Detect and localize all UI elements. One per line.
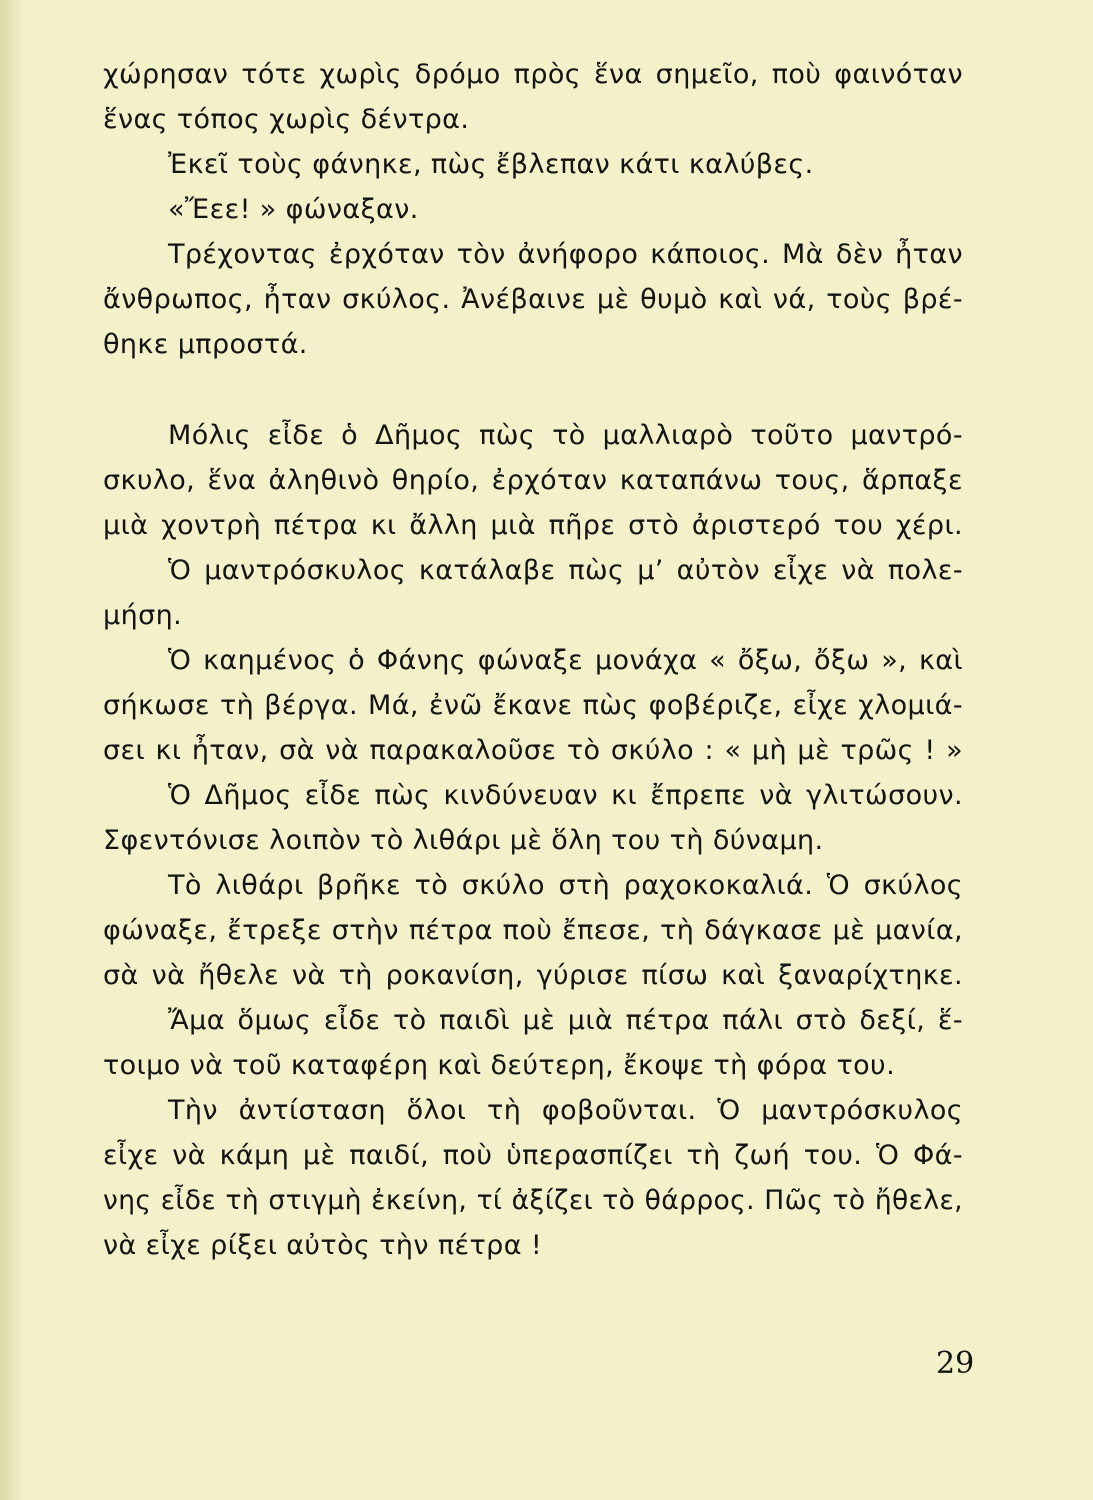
body-text (103, 52, 963, 1268)
text-line: σὰ νὰ ἤθελε νὰ τὴ ροκανίση, γύρισε πίσω καὶ ξαναρίχτηκε. (103, 960, 963, 991)
text-line: νης εἶδε τὴ στιγμὴ ἐκείνη, τί ἀξίζει τὸ θάρρος. Πῶς τὸ ἤθελε, (103, 1185, 963, 1216)
text-line: σει κι ἦταν, σὰ νὰ παρακαλοῦσε τὸ σκύλο : « μὴ μὲ τρῶς ! » (103, 735, 963, 766)
text-line: ἄνθρωπος, ἦταν σκύλος. Ἀνέβαινε μὲ θυμὸ καὶ νά, τοὺς βρέ- (103, 284, 963, 315)
text-line: Τὴν ἀντίσταση ὅλοι τὴ φοβοῦνται. Ὁ μαντρόσκυλος (168, 1095, 963, 1126)
paragraph-gap (103, 367, 963, 413)
text-line: εἶχε νὰ κάμη μὲ παιδί, ποὺ ὑπερασπίζει τὴ ζωή του. Ὁ Φά- (103, 1140, 963, 1171)
text-line: σήκωσε τὴ βέργα. Μά, ἐνῶ ἔκανε πὼς φοβέριζε, εἶχε χλομιά- (103, 690, 963, 721)
page-spine-shadow (0, 0, 24, 1500)
text-line: μήση. (103, 600, 183, 631)
text-line: Ὁ Δῆμος εἶδε πὼς κινδύνευαν κι ἔπρεπε νὰ γλιτώσουν. (168, 780, 963, 811)
text-line: φώναξε, ἔτρεξε στὴν πέτρα ποὺ ἔπεσε, τὴ δάγκασε μὲ μανία, (103, 915, 963, 946)
text-line: «Ἔεε! » φώναξαν. (168, 194, 419, 225)
text-line: Ὁ μαντρόσκυλος κατάλαβε πὼς μ’ αὐτὸν εἶχε νὰ πολε- (168, 555, 963, 586)
text-line: Τὸ λιθάρι βρῆκε τὸ σκύλο στὴ ραχοκοκαλιά. Ὁ σκύλος (168, 870, 963, 901)
text-line: Ἐκεῖ τοὺς φάνηκε, πὼς ἔβλεπαν κάτι καλύβες. (168, 149, 814, 180)
text-line: σκυλο, ἕνα ἀληθινὸ θηρίο, ἐρχόταν καταπάνω τους, ἅρπαξε (103, 465, 963, 496)
text-line: χώρησαν τότε χωρὶς δρόμο πρὸς ἕνα σημεῖο, ποὺ φαινόταν (103, 59, 963, 90)
page-number: 29 (936, 1346, 975, 1381)
text-line: θηκε μπροστά. (103, 329, 308, 360)
text-line: Ὁ καημένος ὁ Φάνης φώναξε μονάχα « ὄξω, ὄξω », καὶ (168, 645, 963, 676)
text-line: Μόλις εἶδε ὁ Δῆμος πὼς τὸ μαλλιαρὸ τοῦτο μαντρό- (168, 420, 963, 451)
text-line: Σφεντόνισε λοιπὸν τὸ λιθάρι μὲ ὅλη του τὴ δύναμη. (103, 825, 824, 856)
text-line: νὰ εἶχε ρίξει αὐτὸς τὴν πέτρα ! (103, 1230, 543, 1261)
text-line: Ἄμα ὅμως εἶδε τὸ παιδὶ μὲ μιὰ πέτρα πάλι στὸ δεξί, ἕ- (168, 1005, 963, 1036)
text-line: ἕνας τόπος χωρὶς δέντρα. (103, 104, 470, 135)
text-line: Τρέχοντας ἐρχόταν τὸν ἀνήφορο κάποιος. Μὰ δὲν ἦταν (168, 239, 963, 270)
text-line: μιὰ χοντρὴ πέτρα κι ἄλλη μιὰ πῆρε στὸ ἀριστερό του χέρι. (103, 510, 963, 541)
text-line: τοιμο νὰ τοῦ καταφέρη καὶ δεύτερη, ἔκοψε τὴ φόρα του. (103, 1050, 896, 1081)
